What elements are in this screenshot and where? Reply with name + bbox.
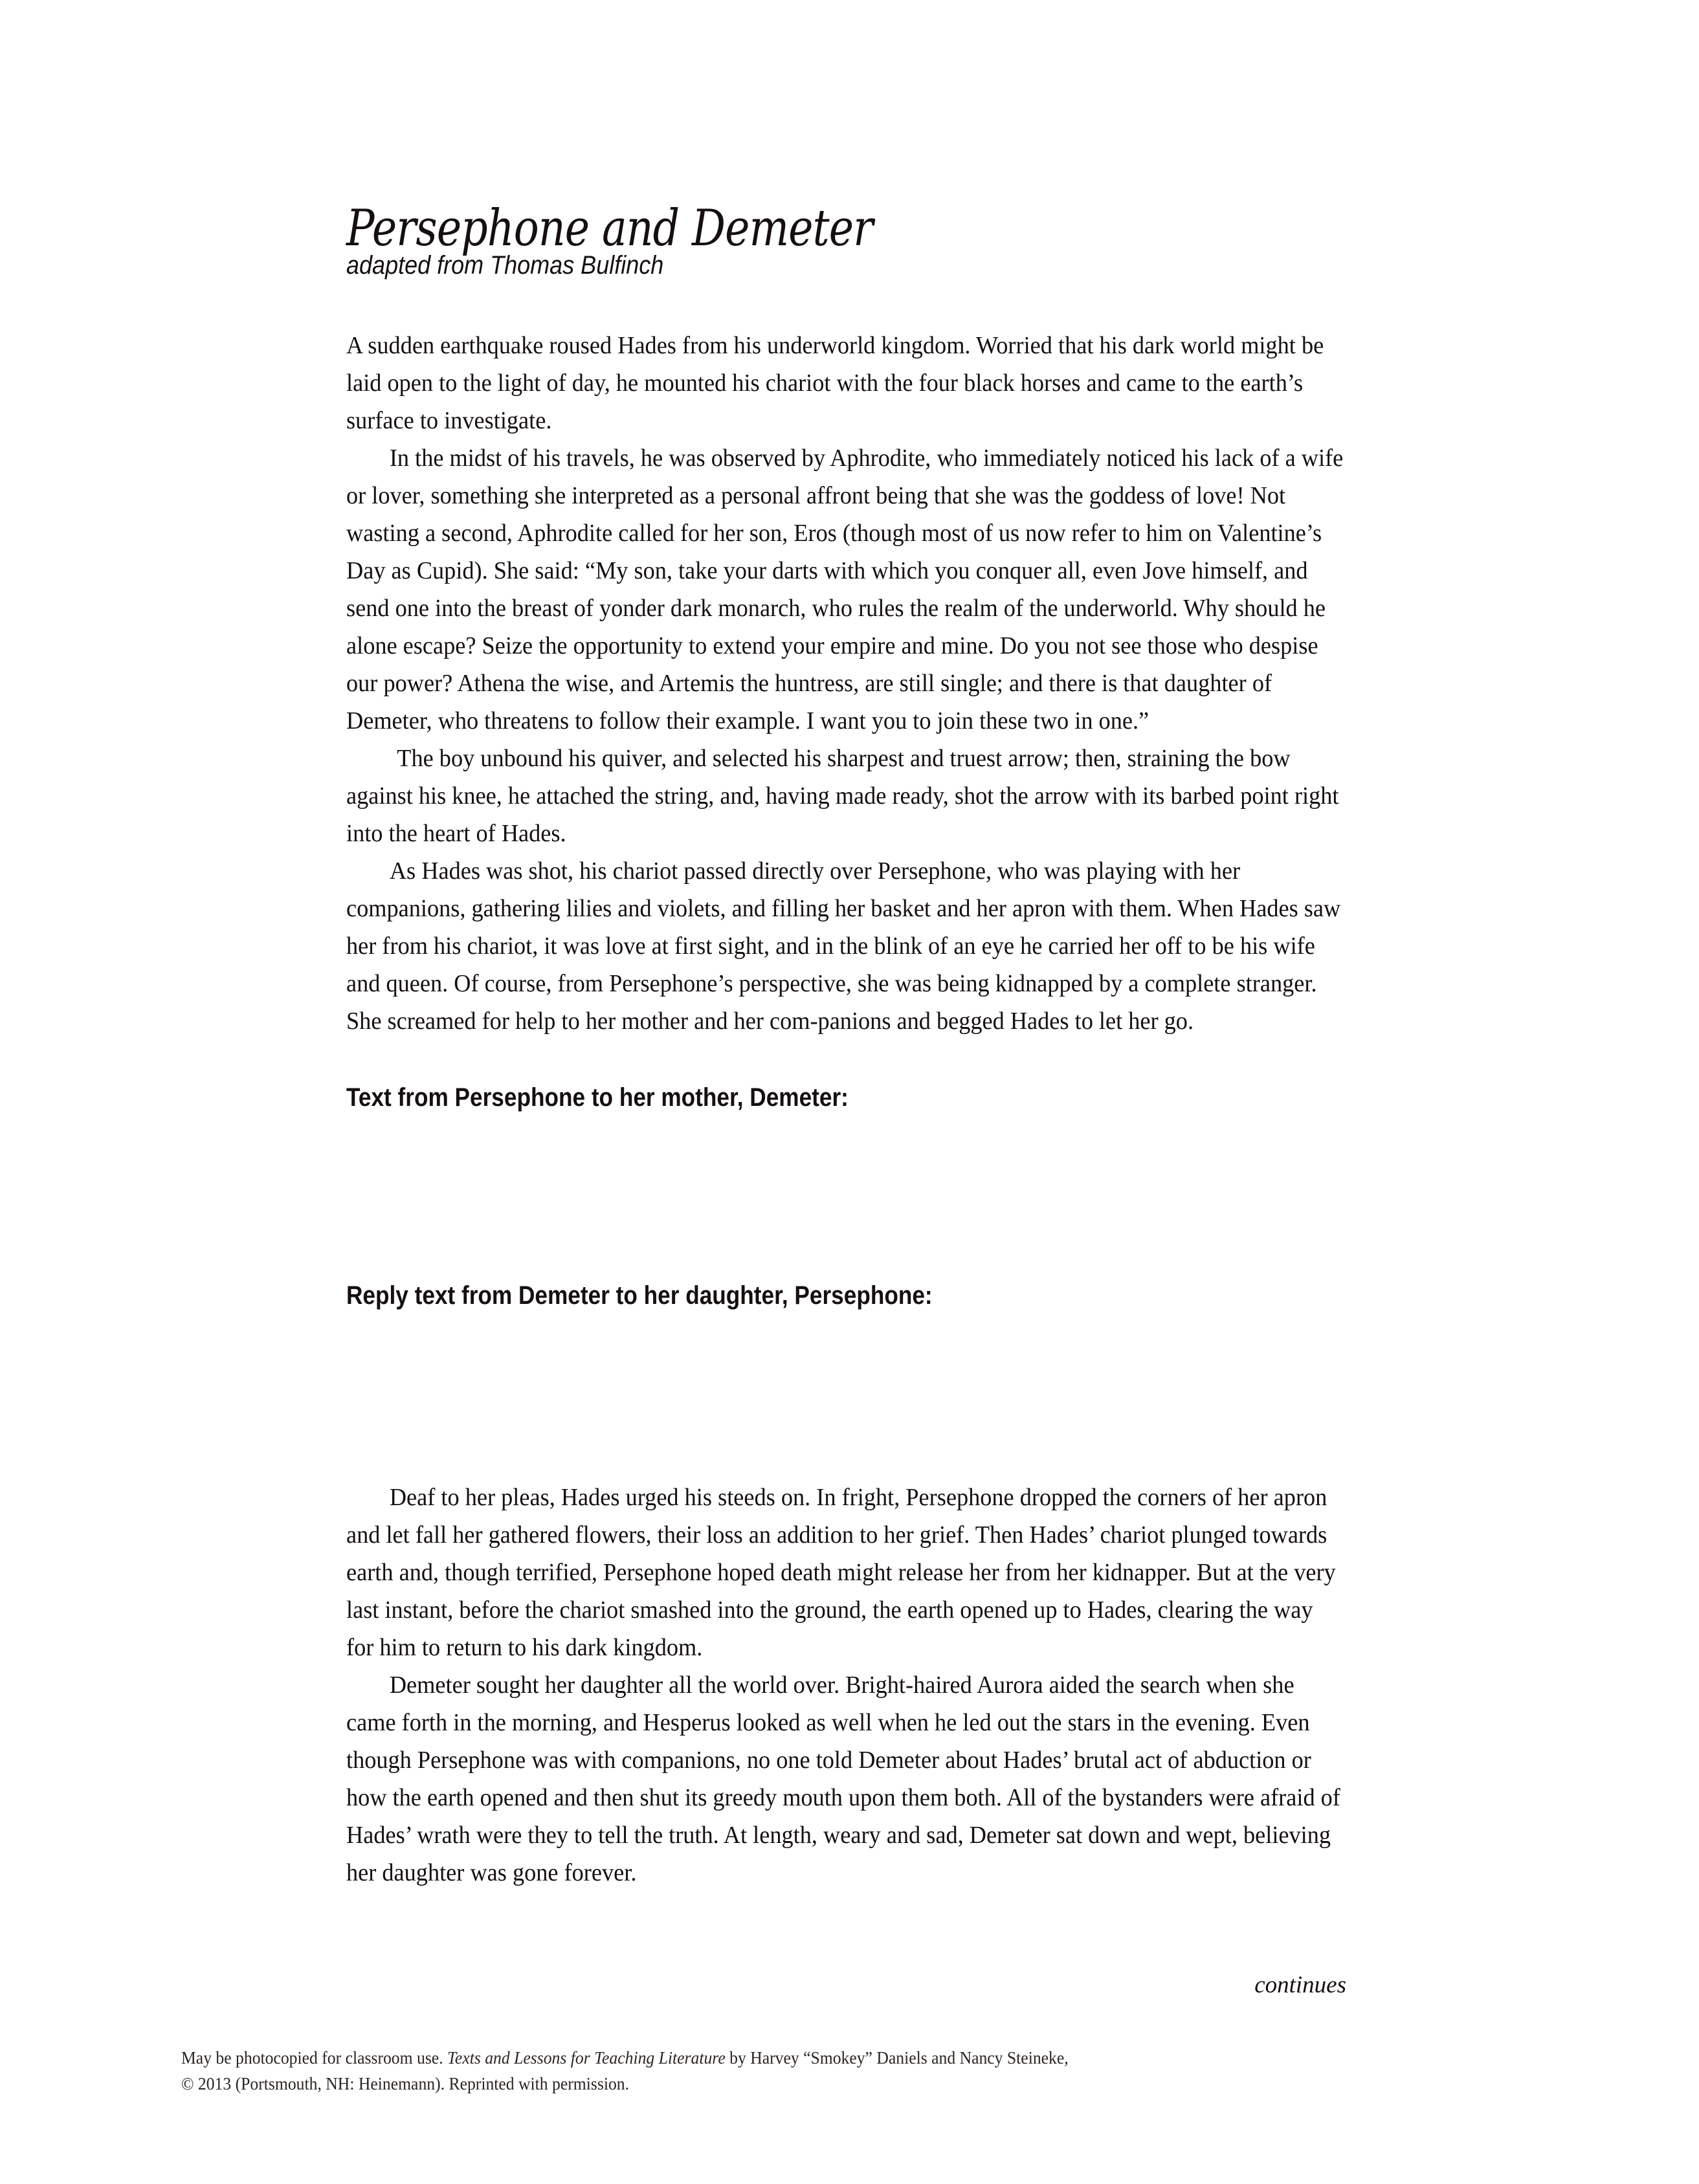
article-body — [346, 327, 1346, 1892]
prompt-heading-persephone-to-demeter: Text from Persephone to her mother, Demeter: — [346, 1083, 849, 1112]
footer-line-2: © 2013 (Portsmouth, NH: Heinemann). Reprinted with permission. — [181, 2074, 630, 2093]
footer-suffix: by Harvey “Smokey” Daniels and Nancy Steineke, — [725, 2048, 1069, 2068]
footer-credit — [181, 2045, 1472, 2097]
answer-space-persephone-to-demeter[interactable] — [346, 1114, 1346, 1279]
paragraph-3: The boy unbound his quiver, and selected his sharpest and truest arrow; then, straining the bow against his knee, he attached the string, and, having made ready, shot the arrow with its barbed point right into the heart of Hades. — [346, 745, 1339, 847]
paragraph-1: A sudden earthquake roused Hades from his underworld kingdom. Worried that his dark world might be laid open to the light of day, he mounted his chariot with the four black horses and came to the earth’s surface to investigate. — [346, 332, 1324, 434]
byline: adapted from Thomas Bulfinch — [346, 251, 664, 280]
continues-label: continues — [1254, 1972, 1346, 1998]
prompt-heading-demeter-to-persephone: Reply text from Demeter to her daughter, Persephone: — [346, 1281, 933, 1310]
paragraph-4: As Hades was shot, his chariot passed directly over Persephone, who was playing with her companions, gathering lilies and violets, and filling her basket and her apron with them. When Hades saw her from his chariot, it was love at first sight, and in the blink of an eye he carried her off to be his wife and queen. Of course, from Persephone’s perspective, she was being kidnapped by a complete stranger. She screamed for help to her mother and her com-panions and begged Hades to let her go. — [346, 857, 1341, 1035]
answer-space-demeter-to-persephone[interactable] — [346, 1312, 1346, 1479]
footer-line-1 — [181, 2045, 1472, 2071]
footer-prefix: May be photocopied for classroom use. — [181, 2048, 448, 2068]
footer-book-title: Texts and Lessons for Teaching Literature — [447, 2048, 726, 2068]
paragraph-2: In the midst of his travels, he was observed by Aphrodite, who immediately noticed his lack of a wife or lover, something she interpreted as a personal affront being that she was the goddess of love! Not wasting a second, Aphrodite called for her son, Eros (though most of us now refer to him on Valentine’s Day as Cupid). She said: “My son, take your darts with which you conquer all, even Jove himself, and send one into the breast of yonder dark monarch, who rules the realm of the underworld. Why should he alone escape? Seize the opportunity to extend your empire and mine. Do you not see those who despise our power? Athena the wise, and Artemis the huntress, are still single; and there is that daughter of Demeter, who threatens to follow their example. I want you to join these two in one.” — [346, 445, 1344, 734]
paragraph-6: Demeter sought her daughter all the world over. Bright-haired Aurora aided the search when she came forth in the morning, and Hesperus looked as well when he led out the stars in the evening. Even though Persephone was with companions, no one told Demeter about Hades’ brutal act of abduction or how the earth opened and then shut its greedy mouth upon them both. All of the bystanders were afraid of Hades’ wrath were they to tell the truth. At length, weary and sad, Demeter sat down and wept, believing her daughter was gone forever. — [346, 1671, 1340, 1886]
page-title: Persephone and Demeter — [346, 199, 873, 258]
paragraph-5: Deaf to her pleas, Hades urged his steeds on. In fright, Persephone dropped the corners of her apron and let fall her gathered flowers, their loss an addition to her grief. Then Hades’ chariot plunged towards earth and, though terrified, Persephone hoped death might release her from her kidnapper. But at the very last instant, before the chariot smashed into the ground, the earth opened up to Hades, clearing the way for him to return to his dark kingdom. — [346, 1484, 1336, 1661]
